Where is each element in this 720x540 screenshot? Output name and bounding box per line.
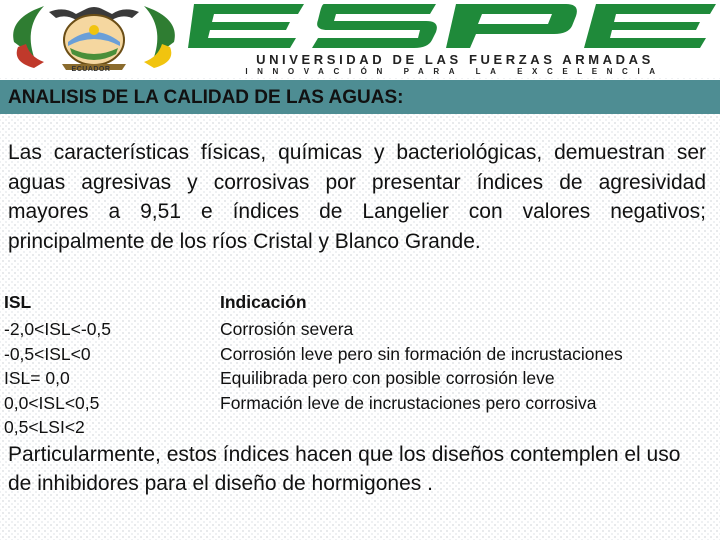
indication-cell: Corrosión severa — [220, 319, 354, 339]
column-header-indication: Indicación — [220, 292, 307, 312]
isl-indication-table — [4, 290, 704, 440]
page-title: ANALISIS DE LA CALIDAD DE LAS AGUAS: — [8, 87, 404, 108]
ecuador-coat-of-arms-icon — [4, 2, 184, 76]
indication-cell: Formación leve de incrustaciones pero corrosiva — [220, 392, 597, 413]
table-row — [4, 366, 704, 391]
table-row — [4, 391, 704, 416]
title-bar — [0, 80, 720, 114]
conclusion-paragraph: Particularmente, estos índices hacen que los diseños contemplen el uso de inhibidores para el diseño de hormigones . — [8, 443, 681, 495]
indication-cell: Corrosión leve pero sin formación de incrustaciones — [220, 343, 623, 364]
column-header-isl: ISL — [4, 292, 32, 312]
espe-logo-icon — [186, 0, 720, 52]
intro-paragraph: Las características físicas, químicas y bacteriológicas, demuestran ser aguas agresivas y corrosivas por presentar índices de agresividad mayores a 9,51 e índices de Langelier con valores negativos; principalmente de los ríos Cristal y Blanco Grande. — [8, 141, 706, 253]
indication-cell — [220, 415, 704, 440]
table-row — [4, 415, 704, 440]
indication-cell: Equilibrada pero con posible corrosión leve — [220, 368, 555, 388]
isl-range-cell: -2,0<ISL<-0,5 — [4, 319, 112, 339]
isl-range-cell: 0,5<LSI<2 — [4, 417, 85, 437]
isl-range-cell: 0,0<ISL<0,5 — [4, 392, 100, 413]
table-row — [4, 342, 704, 367]
motto: INNOVACIÓN PARA LA EXCELENCIA — [245, 67, 665, 76]
isl-range-cell: -0,5<ISL<0 — [4, 343, 91, 364]
table-header-row — [4, 290, 704, 317]
table-row — [4, 317, 704, 342]
emblem-caption: ECUADOR — [71, 66, 111, 73]
isl-range-cell: ISL= 0,0 — [4, 368, 70, 388]
university-name: UNIVERSIDAD DE LAS FUERZAS ARMADAS — [256, 52, 654, 67]
header-banner — [0, 0, 720, 78]
